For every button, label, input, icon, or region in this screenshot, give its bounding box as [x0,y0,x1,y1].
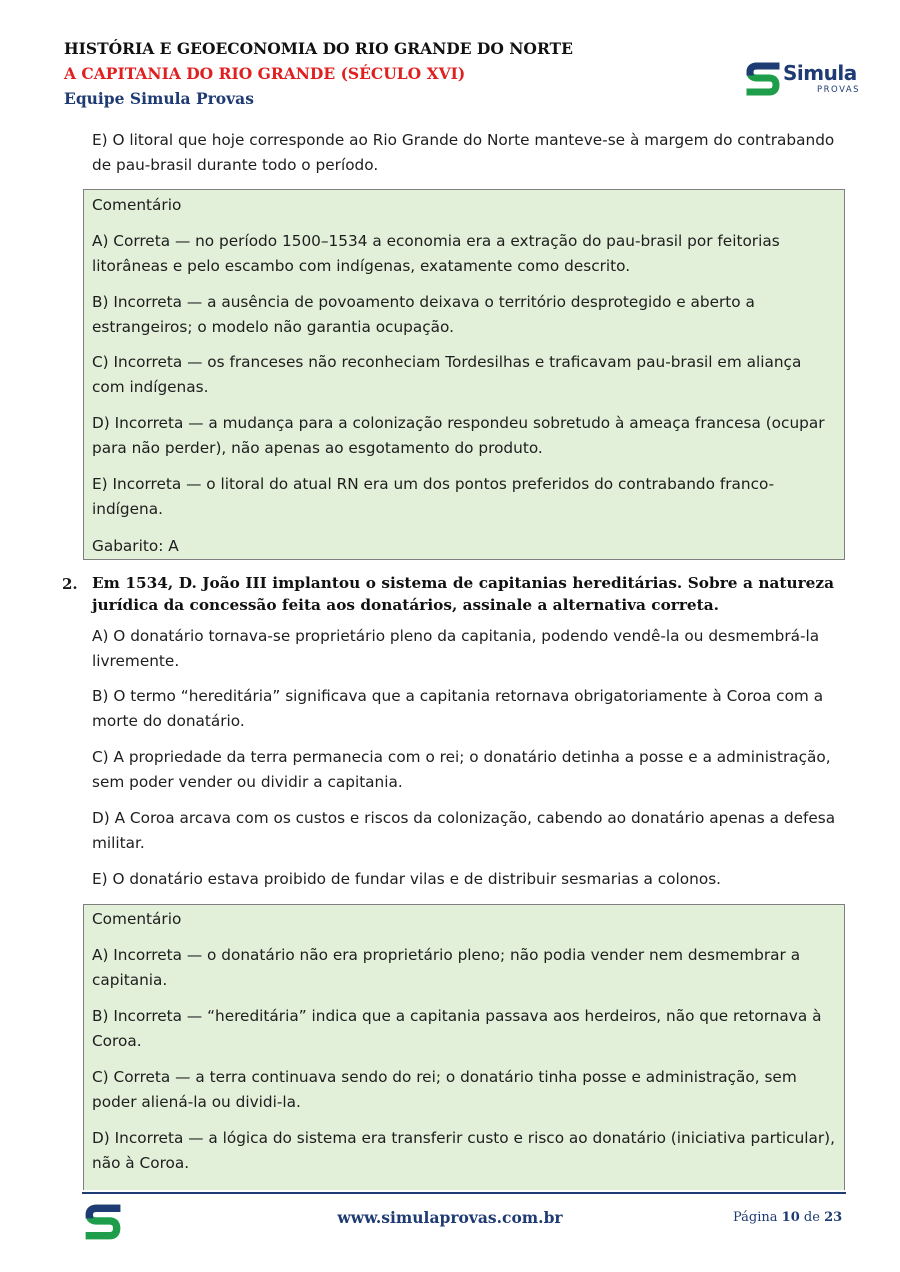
q2-option-c: C) A propriedade da terra permanecia com o rei; o donatário detinha a posse e a administração, sem poder vender ou dividir a capitania. [92,748,831,791]
comment1-d: D) Incorreta — a mudança para a colonização respondeu sobretudo à ameaça francesa (ocupar para não perder), não apenas ao esgotamento do produto. [92,414,825,457]
page-current: 10 [781,1210,800,1225]
page-separator: de [803,1210,820,1225]
comment2-a: A) Incorreta — o donatário não era proprietário pleno; não podia vender nem desmembrar a capitania. [92,946,801,989]
footer-website-link[interactable]: www.simulaprovas.com.br [337,1208,563,1227]
q1-option-e: E) O litoral que hoje corresponde ao Rio Grande do Norte manteve-se à margem do contrabando de pau-brasil durante todo o período. [92,131,835,174]
comment1-a: A) Correta — no período 1500–1534 a economia era a extração do pau-brasil por feitorias litorâneas e pelo escambo com indígenas, exatamente como descrito. [92,232,780,275]
logo-word: Simula [783,61,857,85]
comment2-b: B) Incorreta — “hereditária” indica que a capitania passava aos herdeiros, não que retornava à Coroa. [92,1007,822,1050]
page-total: 23 [824,1210,843,1225]
q2-option-a: A) O donatário tornava-se proprietário pleno da capitania, podendo vendê-la ou desmembrá-la livremente. [92,627,820,670]
comment2-d: D) Incorreta — a lógica do sistema era transferir custo e risco ao donatário (iniciativa particular), não à Coroa. [92,1129,836,1172]
question-stem: Em 1534, D. João III implantou o sistema de capitanias hereditárias. Sobre a natureza jurídica da concessão feita aos donatários, assinale a alternativa correta. [92,574,834,614]
header-topic: A CAPITANIA DO RIO GRANDE (SÉCULO XVI) [64,64,466,83]
logo-sub: PROVAS [817,85,861,95]
comment1-answer: Gabarito: A [92,537,179,555]
comment2-title: Comentário [92,910,182,928]
q2-option-d: D) A Coroa arcava com os custos e riscos da colonização, cabendo ao donatário apenas a defesa militar. [92,809,836,852]
comment2-c: C) Correta — a terra continuava sendo do rei; o donatário tinha posse e administração, sem poder aliená-la ou dividi-la. [92,1068,797,1111]
document-header [64,36,573,111]
comment1-e: E) Incorreta — o litoral do atual RN era um dos pontos preferidos do contrabando franco-indígena. [92,475,775,518]
simula-provas-logo [746,60,866,100]
simula-s-icon [746,60,780,98]
comment1-title: Comentário [92,196,182,214]
q2-option-e: E) O donatário estava proibido de fundar vilas e de distribuir sesmarias a colonos. [92,870,722,888]
q2-option-b: B) O termo “hereditária” significava que a capitania retornava obrigatoriamente à Coroa com a morte do donatário. [92,687,824,730]
header-subject: HISTÓRIA E GEOECONOMIA DO RIO GRANDE DO NORTE [64,39,573,58]
comment-box-2 [83,904,845,1190]
comment1-c: C) Incorreta — os franceses não reconheciam Tordesilhas e traficavam pau-brasil em aliança com indígenas. [92,353,802,396]
question-number: 2. [62,575,78,593]
page-label: Página [733,1210,778,1225]
comment1-b: B) Incorreta — a ausência de povoamento deixava o território desprotegido e aberto a estrangeiros; o modelo não garantia ocupação. [92,293,755,336]
page-indicator [733,1210,842,1225]
header-team: Equipe Simula Provas [64,89,254,108]
comment-box-1 [83,189,845,560]
footer-divider [82,1192,846,1194]
